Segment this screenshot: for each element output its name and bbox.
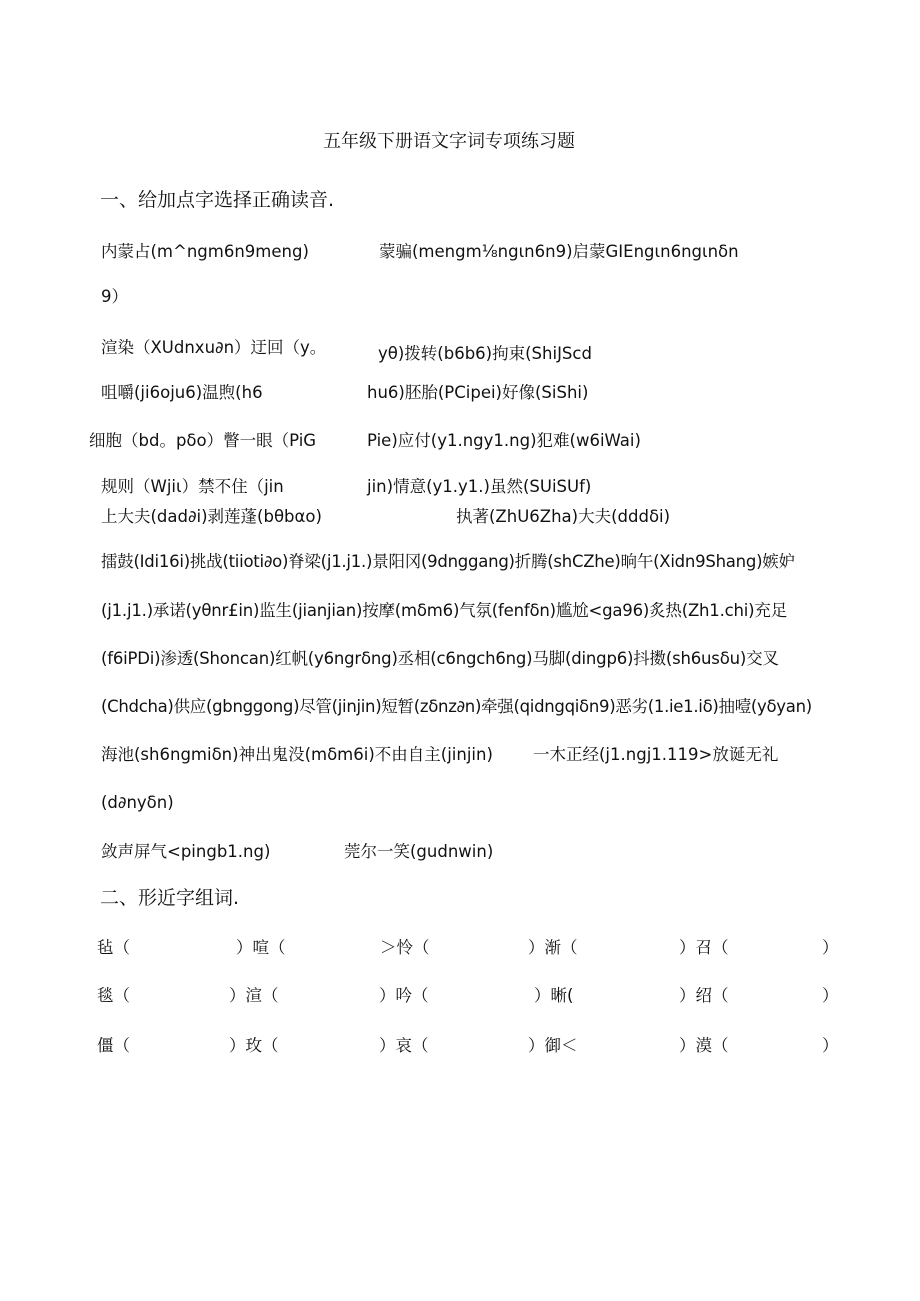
- word-group-cell: ）漠（: [679, 1036, 729, 1055]
- reading-line: 一木正经(j1.ngj1.119>放诞无礼: [533, 745, 779, 764]
- reading-line: (d∂nyδn): [101, 793, 174, 812]
- word-group-cell: ）哀（: [379, 1036, 429, 1055]
- reading-line: 莞尔一笑(gudnwin): [344, 842, 494, 861]
- word-group-cell: ）晰(: [534, 986, 574, 1005]
- reading-line: 擂鼓(Idi16i)挑战(tiioti∂o)脊梁(j1.j1.)景阳冈(9dnggang)折腾(shCZhe)晌午(Xidn9Shang)嫉妒: [101, 552, 795, 571]
- reading-line: 咀嚼(ji6oju6)温煦(h6: [101, 383, 263, 402]
- reading-line: Pie)应付(y1.ngy1.ng)犯难(w6iWai): [367, 431, 641, 450]
- reading-line: 规则（Wjiι）禁不住（jin: [101, 477, 284, 496]
- word-group-cell: ）御＜: [528, 1036, 578, 1055]
- word-group-cell: ）喧（: [236, 938, 286, 957]
- reading-line: hu6)胚胎(PCipei)好像(SiShi): [367, 383, 589, 402]
- word-group-cell: ）召（: [679, 938, 729, 957]
- word-group-cell: ）吟（: [379, 986, 429, 1005]
- reading-line: (f6iPDi)渗透(Shoncan)红帆(y6ngrδng)丞相(c6ngch6ng)马脚(dingp6)抖擞(sh6usδu)交叉: [101, 649, 779, 668]
- word-group-cell: ）: [822, 938, 839, 957]
- reading-line: yθ)拨转(b6b6)拘束(ShiJScd: [378, 344, 592, 363]
- reading-line: 海池(sh6ngmiδn)神出鬼没(mδm6i)不由自主(jinjin): [101, 745, 493, 764]
- reading-line: 执著(ZhU6Zha)大夫(dddδi): [456, 507, 671, 526]
- word-group-cell: ）渐（: [528, 938, 578, 957]
- word-group-cell: ＞怜（: [380, 938, 430, 957]
- reading-line: 上大夫(dad∂i)剥莲蓬(bθbαo): [101, 507, 322, 526]
- reading-line: (Chdcha)供应(gbnggong)尽管(jinjin)短暂(zδnz∂n)牵强(qidngqiδn9)恶劣(1.ie1.iδ)抽噎(yδyan): [101, 697, 812, 716]
- word-group-cell: 毯（: [97, 986, 130, 1005]
- reading-line: 细胞（bd。pδo）瞥一眼（PiG: [89, 431, 317, 450]
- page-title: 五年级下册语文字词专项练习题: [323, 131, 575, 152]
- reading-line: jin)情意(y1.y1.)虽然(SUiSUf): [367, 477, 592, 496]
- reading-line: 蒙骗(mengm⅛ngιn6n9)启蒙GIEngιn6ngιnδn: [379, 242, 739, 261]
- word-group-cell: ）: [822, 986, 839, 1005]
- word-group-cell: ）绍（: [679, 986, 729, 1005]
- reading-line: 内蒙占(m^ngm6n9meng): [101, 242, 309, 261]
- reading-line: 9）: [101, 287, 128, 306]
- word-group-cell: 毡（: [97, 938, 130, 957]
- section2-heading: 二、形近字组词.: [100, 887, 240, 909]
- reading-line: (j1.j1.)承诺(yθnr£in)监生(jianjian)按摩(mδm6)气氛(fenfδn)尴尬<ga96)炙热(Zh1.chi)充足: [101, 601, 787, 620]
- word-group-cell: 僵（: [97, 1036, 130, 1055]
- word-group-cell: ）: [822, 1036, 839, 1055]
- word-group-cell: ）玫（: [229, 1036, 279, 1055]
- reading-line: 敛声屏气<pingb1.ng): [101, 842, 271, 861]
- reading-line: 渲染（XUdnxu∂n）迂回（y。: [101, 338, 327, 357]
- section1-heading: 一、给加点字选择正确读音.: [100, 189, 335, 211]
- word-group-cell: ）渲（: [229, 986, 279, 1005]
